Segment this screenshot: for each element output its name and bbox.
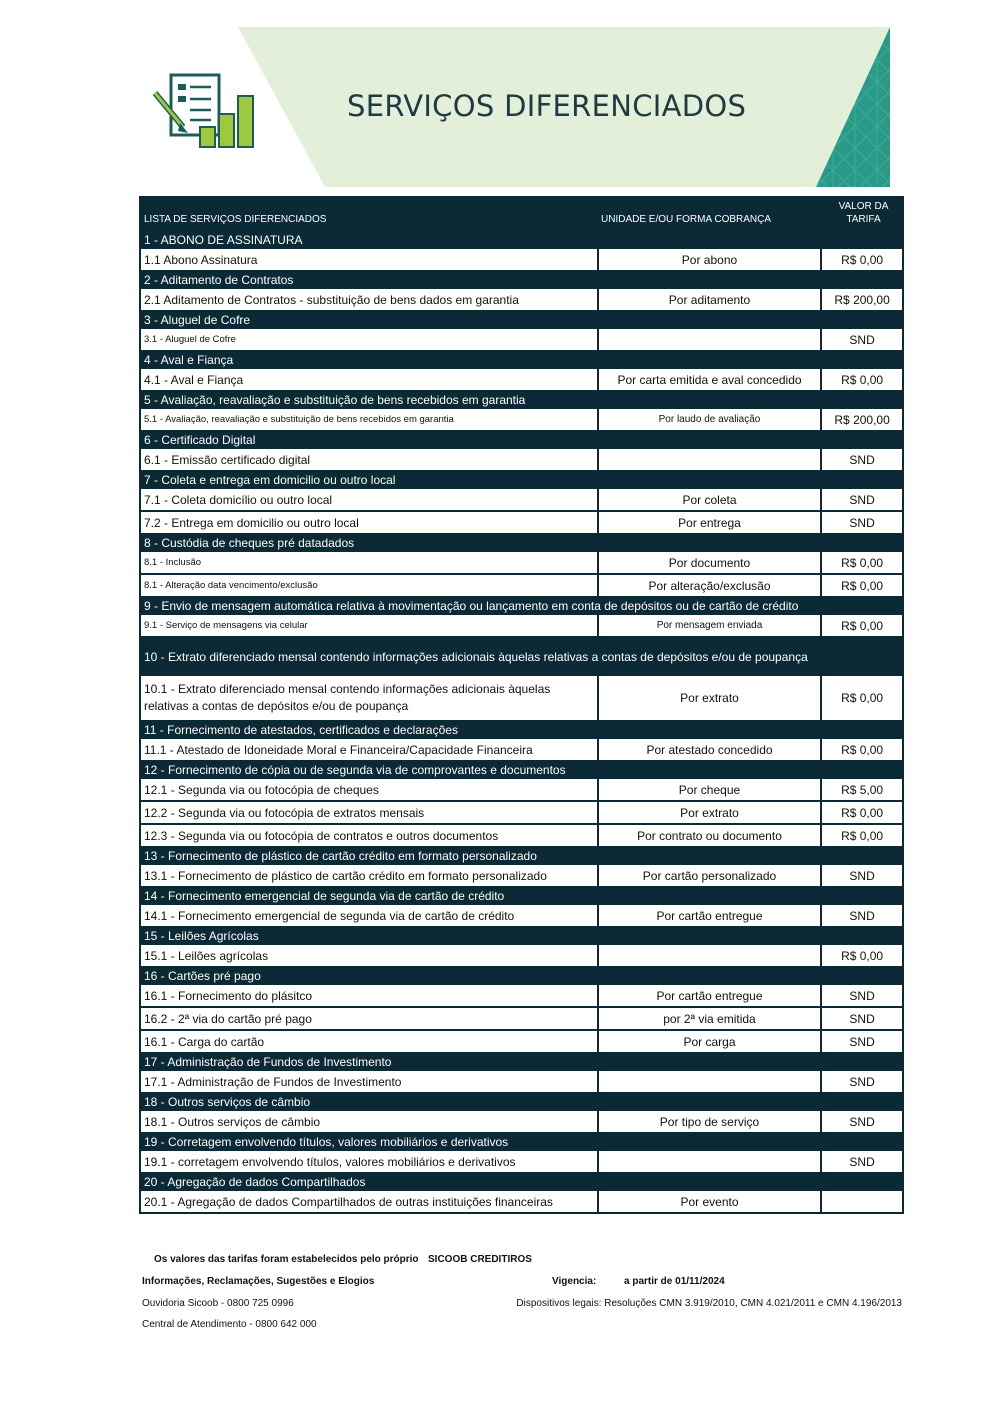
service-name-cell: 15.1 - Leilões agrícolas bbox=[141, 945, 597, 966]
service-name-cell: 16.1 - Carga do cartão bbox=[141, 1031, 597, 1052]
tariff-value-cell: R$ 0,00 bbox=[822, 552, 902, 573]
column-header-service: LISTA DE SERVIÇOS DIFERENCIADOS bbox=[144, 214, 327, 225]
table-row bbox=[141, 1151, 902, 1172]
central-contact: Central de Atendimento - 0800 642 000 bbox=[142, 1319, 317, 1330]
section-header: 4 - Aval e Fiança bbox=[141, 350, 902, 369]
section-header: 11 - Fornecimento de atestados, certificados e declarações bbox=[141, 720, 902, 739]
table-row bbox=[141, 802, 902, 823]
tariff-value-cell: SND bbox=[822, 329, 902, 350]
table-row bbox=[141, 249, 902, 270]
unit-cell: Por laudo de avaliação bbox=[599, 409, 820, 430]
service-name-cell: 3.1 - Aluguel de Cofre bbox=[141, 329, 597, 350]
legal-provisions: Dispositivos legais: Resoluções CMN 3.919/2010, CMN 4.021/2011 e CMN 4.196/2013 bbox=[516, 1298, 902, 1309]
tariff-value-cell: SND bbox=[822, 489, 902, 510]
tariff-value-cell: SND bbox=[822, 449, 902, 470]
service-name-cell: 1.1 Abono Assinatura bbox=[141, 249, 597, 270]
service-name-cell: 12.1 - Segunda via ou fotocópia de cheques bbox=[141, 779, 597, 800]
service-name-cell: 9.1 - Serviço de mensagens via celular bbox=[141, 615, 597, 636]
section-header: 10 - Extrato diferenciado mensal contendo informações adicionais àquelas relativas a contas de depósitos e/ou de poupança bbox=[141, 636, 902, 676]
tariff-value-cell: R$ 0,00 bbox=[822, 575, 902, 596]
table-row bbox=[141, 825, 902, 846]
table-row bbox=[141, 945, 902, 966]
table-row bbox=[141, 1071, 902, 1092]
tariff-value-cell bbox=[822, 1191, 902, 1212]
service-name-cell: 12.3 - Segunda via ou fotocópia de contratos e outros documentos bbox=[141, 825, 597, 846]
service-name-cell: 16.2 - 2ª via do cartão pré pago bbox=[141, 1008, 597, 1029]
tariff-value-cell: R$ 0,00 bbox=[822, 615, 902, 636]
page-title: SERVIÇOS DIFERENCIADOS bbox=[347, 89, 747, 123]
section-header: 13 - Fornecimento de plástico de cartão crédito em formato personalizado bbox=[141, 846, 902, 865]
tariff-value-cell: R$ 0,00 bbox=[822, 945, 902, 966]
service-name-cell: 16.1 - Fornecimento do plásitco bbox=[141, 985, 597, 1006]
document-chart-icon bbox=[152, 71, 272, 151]
tariff-value-cell: SND bbox=[822, 1071, 902, 1092]
column-header-unit: UNIDADE E/OU FORMA COBRANÇA bbox=[601, 214, 772, 225]
unit-cell: Por cartão entregue bbox=[599, 905, 820, 926]
unit-cell: Por extrato bbox=[599, 676, 820, 720]
tariff-value-cell: SND bbox=[822, 1008, 902, 1029]
table-row bbox=[141, 489, 902, 510]
table-row bbox=[141, 905, 902, 926]
unit-cell bbox=[599, 1071, 820, 1092]
tariff-value-cell: R$ 200,00 bbox=[822, 289, 902, 310]
table-row bbox=[141, 865, 902, 886]
unit-cell bbox=[599, 945, 820, 966]
unit-cell: Por coleta bbox=[599, 489, 820, 510]
service-name-cell: 19.1 - corretagem envolvendo títulos, valores mobiliários e derivativos bbox=[141, 1151, 597, 1172]
section-header: 19 - Corretagem envolvendo títulos, valores mobiliários e derivativos bbox=[141, 1132, 902, 1151]
table-row bbox=[141, 512, 902, 533]
service-name-cell: 13.1 - Fornecimento de plástico de cartão crédito em formato personalizado bbox=[141, 865, 597, 886]
footer-info-title: Informações, Reclamações, Sugestões e Elogios bbox=[142, 1276, 375, 1287]
footer-cooperative: SICOOB CREDITIROS bbox=[428, 1254, 532, 1265]
table-row bbox=[141, 676, 902, 720]
ouvidoria-contact: Ouvidoria Sicoob - 0800 725 0996 bbox=[142, 1298, 294, 1309]
section-header: 2 - Aditamento de Contratos bbox=[141, 270, 902, 289]
table-row bbox=[141, 1031, 902, 1052]
table-row bbox=[141, 369, 902, 390]
tariff-value-cell: SND bbox=[822, 1111, 902, 1132]
unit-cell: Por extrato bbox=[599, 802, 820, 823]
section-header: 15 - Leilões Agrícolas bbox=[141, 926, 902, 945]
unit-cell bbox=[599, 1151, 820, 1172]
section-header: 5 - Avaliação, reavaliação e substituição de bens recebidos em garantia bbox=[141, 390, 902, 409]
service-name-cell: 4.1 - Aval e Fiança bbox=[141, 369, 597, 390]
unit-cell: Por alteração/exclusão bbox=[599, 575, 820, 596]
tariff-value-cell: SND bbox=[822, 865, 902, 886]
table-row bbox=[141, 985, 902, 1006]
section-header: 20 - Agregação de dados Compartilhados bbox=[141, 1172, 902, 1191]
table-row bbox=[141, 329, 902, 350]
service-name-cell: 5.1 - Avaliação, reavaliação e substituição de bens recebidos em garantia bbox=[141, 409, 597, 430]
table-row bbox=[141, 552, 902, 573]
tariff-value-cell: R$ 0,00 bbox=[822, 825, 902, 846]
table-row bbox=[141, 409, 902, 430]
section-header: 12 - Fornecimento de cópia ou de segunda via de comprovantes e documentos bbox=[141, 760, 902, 779]
table-row bbox=[141, 779, 902, 800]
section-header: 1 - ABONO DE ASSINATURA bbox=[141, 230, 902, 249]
unit-cell: Por carga bbox=[599, 1031, 820, 1052]
vigencia-value: a partir de 01/11/2024 bbox=[624, 1276, 725, 1287]
unit-cell: Por cartão entregue bbox=[599, 985, 820, 1006]
table-row bbox=[141, 1111, 902, 1132]
footer-note: Os valores das tarifas foram estabelecidos pelo próprio bbox=[154, 1254, 419, 1265]
tariff-value-cell: R$ 0,00 bbox=[822, 802, 902, 823]
service-name-cell: 17.1 - Administração de Fundos de Investimento bbox=[141, 1071, 597, 1092]
unit-cell: Por cartão personalizado bbox=[599, 865, 820, 886]
unit-cell: Por abono bbox=[599, 249, 820, 270]
unit-cell bbox=[599, 449, 820, 470]
section-header: 14 - Fornecimento emergencial de segunda via de cartão de crédito bbox=[141, 886, 902, 905]
service-name-cell: 8.1 - Alteração data vencimento/exclusão bbox=[141, 575, 597, 596]
section-header: 8 - Custódia de cheques pré datadados bbox=[141, 533, 902, 552]
tariff-value-cell: R$ 0,00 bbox=[822, 739, 902, 760]
table-row bbox=[141, 615, 902, 636]
service-name-cell: 7.1 - Coleta domicílio ou outro local bbox=[141, 489, 597, 510]
service-name-cell: 7.2 - Entrega em domicilio ou outro local bbox=[141, 512, 597, 533]
service-name-cell: 14.1 - Fornecimento emergencial de segunda via de cartão de crédito bbox=[141, 905, 597, 926]
unit-cell: Por cheque bbox=[599, 779, 820, 800]
section-header: 17 - Administração de Fundos de Investimento bbox=[141, 1052, 902, 1071]
table-row bbox=[141, 1191, 902, 1212]
section-header: 3 - Aluguel de Cofre bbox=[141, 310, 902, 329]
unit-cell: por 2ª via emitida bbox=[599, 1008, 820, 1029]
unit-cell bbox=[599, 329, 820, 350]
service-name-cell: 8.1 - Inclusão bbox=[141, 552, 597, 573]
service-name-cell: 18.1 - Outros serviços de câmbio bbox=[141, 1111, 597, 1132]
table-body bbox=[141, 230, 902, 1212]
section-header: 6 - Certificado Digital bbox=[141, 430, 902, 449]
unit-cell: Por aditamento bbox=[599, 289, 820, 310]
header-banner bbox=[140, 27, 890, 187]
services-table bbox=[139, 196, 904, 1214]
unit-cell: Por entrega bbox=[599, 512, 820, 533]
unit-cell: Por tipo de serviço bbox=[599, 1111, 820, 1132]
tariff-value-cell: SND bbox=[822, 1151, 902, 1172]
service-name-cell: 20.1 - Agregação de dados Compartilhados de outras instituições financeiras bbox=[141, 1191, 597, 1212]
section-header: 18 - Outros serviços de câmbio bbox=[141, 1092, 902, 1111]
table-header bbox=[141, 198, 902, 230]
service-name-cell: 12.2 - Segunda via ou fotocópia de extratos mensais bbox=[141, 802, 597, 823]
tariff-value-cell: SND bbox=[822, 985, 902, 1006]
tariff-value-cell: SND bbox=[822, 1031, 902, 1052]
service-name-cell: 2.1 Aditamento de Contratos - substituição de bens dados em garantia bbox=[141, 289, 597, 310]
tariff-value-cell: R$ 200,00 bbox=[822, 409, 902, 430]
unit-cell: Por documento bbox=[599, 552, 820, 573]
service-name-cell: 10.1 - Extrato diferenciado mensal contendo informações adicionais àquelas relativas a contas de depósitos e/ou de poupança bbox=[141, 676, 597, 720]
section-header: 7 - Coleta e entrega em domicilio ou outro local bbox=[141, 470, 902, 489]
unit-cell: Por atestado concedido bbox=[599, 739, 820, 760]
section-header: 9 - Envio de mensagem automática relativa à movimentação ou lançamento em conta de depósitos ou de cartão de crédito bbox=[141, 596, 902, 615]
tariff-value-cell: R$ 0,00 bbox=[822, 369, 902, 390]
unit-cell: Por contrato ou documento bbox=[599, 825, 820, 846]
section-header: 16 - Cartões pré pago bbox=[141, 966, 902, 985]
table-row bbox=[141, 449, 902, 470]
service-name-cell: 11.1 - Atestado de Idoneidade Moral e Financeira/Capacidade Financeira bbox=[141, 739, 597, 760]
vigencia-label: Vigencia: bbox=[552, 1276, 597, 1287]
unit-cell: Por mensagem enviada bbox=[599, 615, 820, 636]
tariff-value-cell: R$ 5,00 bbox=[822, 779, 902, 800]
tariff-value-cell: SND bbox=[822, 512, 902, 533]
unit-cell: Por carta emitida e aval concedido bbox=[599, 369, 820, 390]
tariff-value-cell: R$ 0,00 bbox=[822, 249, 902, 270]
table-row bbox=[141, 1008, 902, 1029]
table-row bbox=[141, 739, 902, 760]
service-name-cell: 6.1 - Emissão certificado digital bbox=[141, 449, 597, 470]
table-row bbox=[141, 575, 902, 596]
tariff-value-cell: SND bbox=[822, 905, 902, 926]
column-header-value: VALOR DA TARIFA bbox=[838, 201, 889, 225]
tariff-value-cell: R$ 0,00 bbox=[822, 676, 902, 720]
unit-cell: Por evento bbox=[599, 1191, 820, 1212]
table-row bbox=[141, 289, 902, 310]
